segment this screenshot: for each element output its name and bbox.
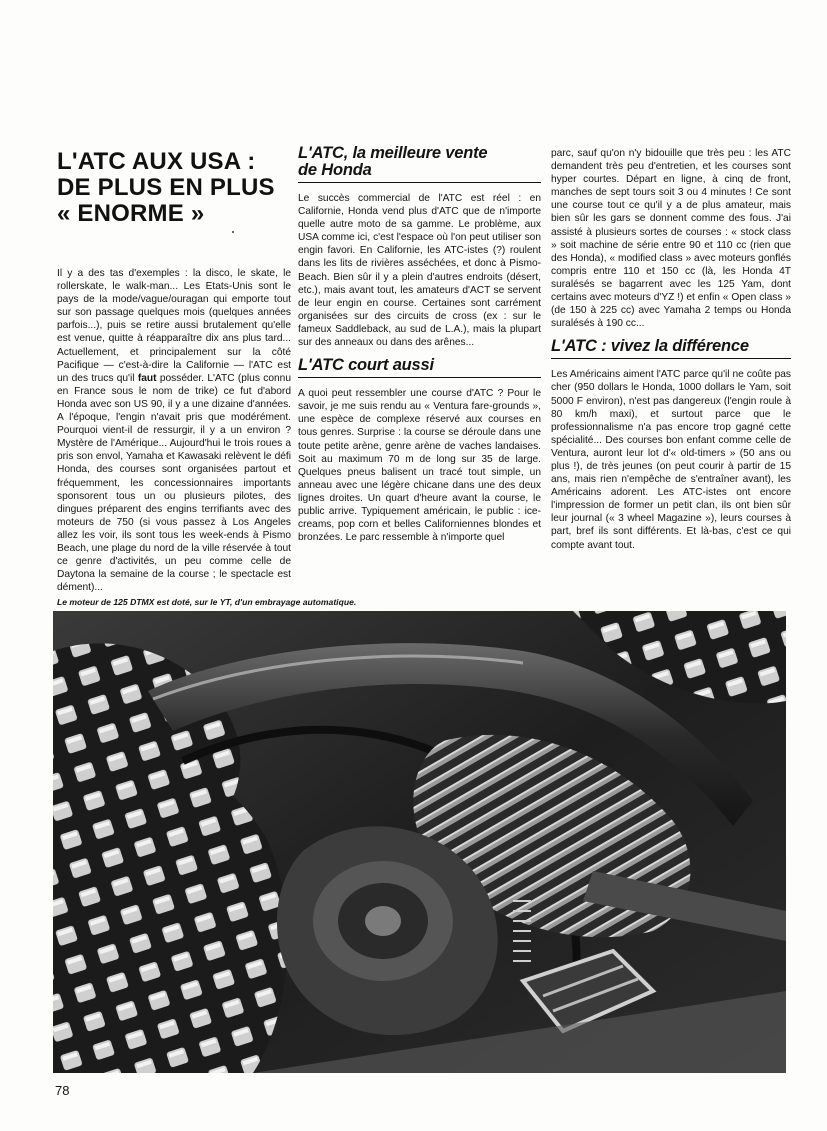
column-1 (57, 145, 291, 594)
title-line-3: « ENORME » (57, 200, 205, 227)
section-2-continued-text: parc, sauf qu'on n'y bidouille que très peu : les ATC demandent très peu d'entretien, et les courses sont hyper courtes. Départ en ligne, à cinq de front, manches de sept tours soit 3 ou 4 minutes ! Ce sont une course tout ce qu'il y a de plus amateur, mais bien sûr les gars se donnent comme des fous. J'ai assisté à plusieurs sortes de courses : « stock class » soit machine de série entre 90 et 110 cc (rien que des Honda), « modified class » avec moteurs gonflés compris entre 110 et 150 cc (là, les Honda 4T suralésés se bagarrent avec les 125 Yam, dont certains avec moteurs d'YZ !) et enfin « Open class » (de 150 à 225 cc) avec Yamaha 2 temps ou Honda suralésés à 190 cc... (551, 148, 791, 330)
page-number: 78 (55, 1083, 70, 1098)
section-3-heading-text: L'ATC : vivez la différence (551, 337, 749, 356)
section-2-heading (298, 357, 541, 378)
column-3 (551, 147, 791, 552)
intro-emphasis: faut (137, 372, 157, 384)
section-1-heading-line-2: de Honda (298, 161, 372, 179)
intro-paragraph (57, 267, 291, 594)
section-1-heading-line-1: L'ATC, la meilleure vente (298, 144, 488, 162)
section-1-text: Le succès commercial de l'ATC est réel : en Californie, Honda vend plus d'ATC que de n'importe quelle autre moto de sa gamme. Le problème, aux USA comme ici, c'est l'espace où l'on peut utiliser son engin favori. En Californie, les ATC-istes (?) roulent dans les lits de rivières asséchées, et donc à Pismo-Beach. Bien sûr il y a plein d'autres endroits (désert, etc.), mais avant tout, les amateurs d'ACT se servent de leur engin en course. Certaines sont carrément organisées sur des circuits de cross (ex : sur le fameux Saddleback, au sud de L.A.), mais la plupart sur des anneaux ou dans des arênes... (298, 193, 541, 349)
title-line-1: L'ATC AUX USA : (57, 148, 256, 175)
intro-text-2: posséder. L'ATC (plus connu en France sous le nom de trike) ce fut d'abord Honda avec son US 90, il y a une dizaine d'années. A l'époque, l'engin n'avait pris que modérément. Pourquoi vient-il de ressurgir, il y a un environ ? Mystère de l'Amérique... Aujourd'hui le trois roues a pris son envol, Yamaha et Kawasaki relèvent le défi Honda, des courses sont organisées partout et fréquemment, les concessionnaires importants sponsorent tous un ou plusieurs pilotes, des dingues préparent des engins terrifiants avec des moteurs de 750 (si vous passez à Los Angeles allez les voir, ils sont tous les week-ends à Pismo Beach, une plage du nord de la ville réservée à tout ce genre d'activités, un peu comme celle de Daytona la semaine de la course ; le spectacle est dément)... (57, 372, 291, 594)
column-2 (298, 145, 541, 544)
photo-caption: Le moteur de 125 DTMX est doté, sur le YT, d'un embrayage automatique. (57, 597, 357, 607)
section-3-heading (551, 338, 791, 359)
section-2-heading-text: L'ATC court aussi (298, 356, 434, 375)
engine-photo-graphic (53, 611, 786, 1073)
section-1-heading (298, 145, 541, 183)
article-title (57, 149, 291, 227)
intro-text-1: Il y a des tas d'exemples : la disco, le skate, le rollerskate, le walk-man... Les Etats-Unis sont le pays de la mode/vague/ouragan qui emporte tout sur son passage quelques mois (quelques années parfois...), puis se retire aussi brutalement qu'elle est venue, quitte à réapparaître dix ans plus tard... Actuellement, et principalement sur la côté Pacifique — c'est-à-dire la Californie — l'ATC est un des trucs qu'il (57, 268, 291, 384)
title-line-2: DE PLUS EN PLUS (57, 174, 275, 201)
section-2-text: A quoi peut ressembler une course d'ATC ? Pour le savoir, je me suis rendu au « Ventura fare-grounds », une espèce de complexe réservé aux courses en tous genres. Surprise : la course se déroule dans une toute petite arène, genre arène de vaches landaises. Soit au maximum 70 m de long sur 35 de large. Quelques pneus balisent un tracé tout simple, un anneau avec une légère chicane dans une des deux lignes droites. Un quart d'heure avant la course, le public arrive. Typiquement américain, le public : ice-creams, pop corn et belles Californiennes blondes et bronzées. Le parc ressemble à n'importe quel (298, 388, 541, 544)
decorative-dot (232, 231, 234, 233)
engine-photo (53, 611, 786, 1073)
section-3-text: Les Américains aiment l'ATC parce qu'il ne coûte pas cher (950 dollars le Honda, 1000 dollars le Yam, soit 5000 F environ), n'est pas dangereux (l'engin roule à 80 km/h maxi), et surtout parce que le professionnalisme n'a pas encore trop gagné cette spécialité... Des courses bon enfant comme celle de Ventura, auront leur lot d'« old-timers » (50 ans ou plus !), de très jeunes (on peut courir à partir de 15 ans, mais rien n'empêche de s'entraîner avant), les Américains adorent. Les ATC-istes ont encore l'impression de former un petit clan, ils ont bien sûr leur journal (« 3 wheel Magazine »), leurs courses à part, bref ils sont différents. Et là-bas, c'est ce qui compte avant tout. (551, 369, 791, 551)
